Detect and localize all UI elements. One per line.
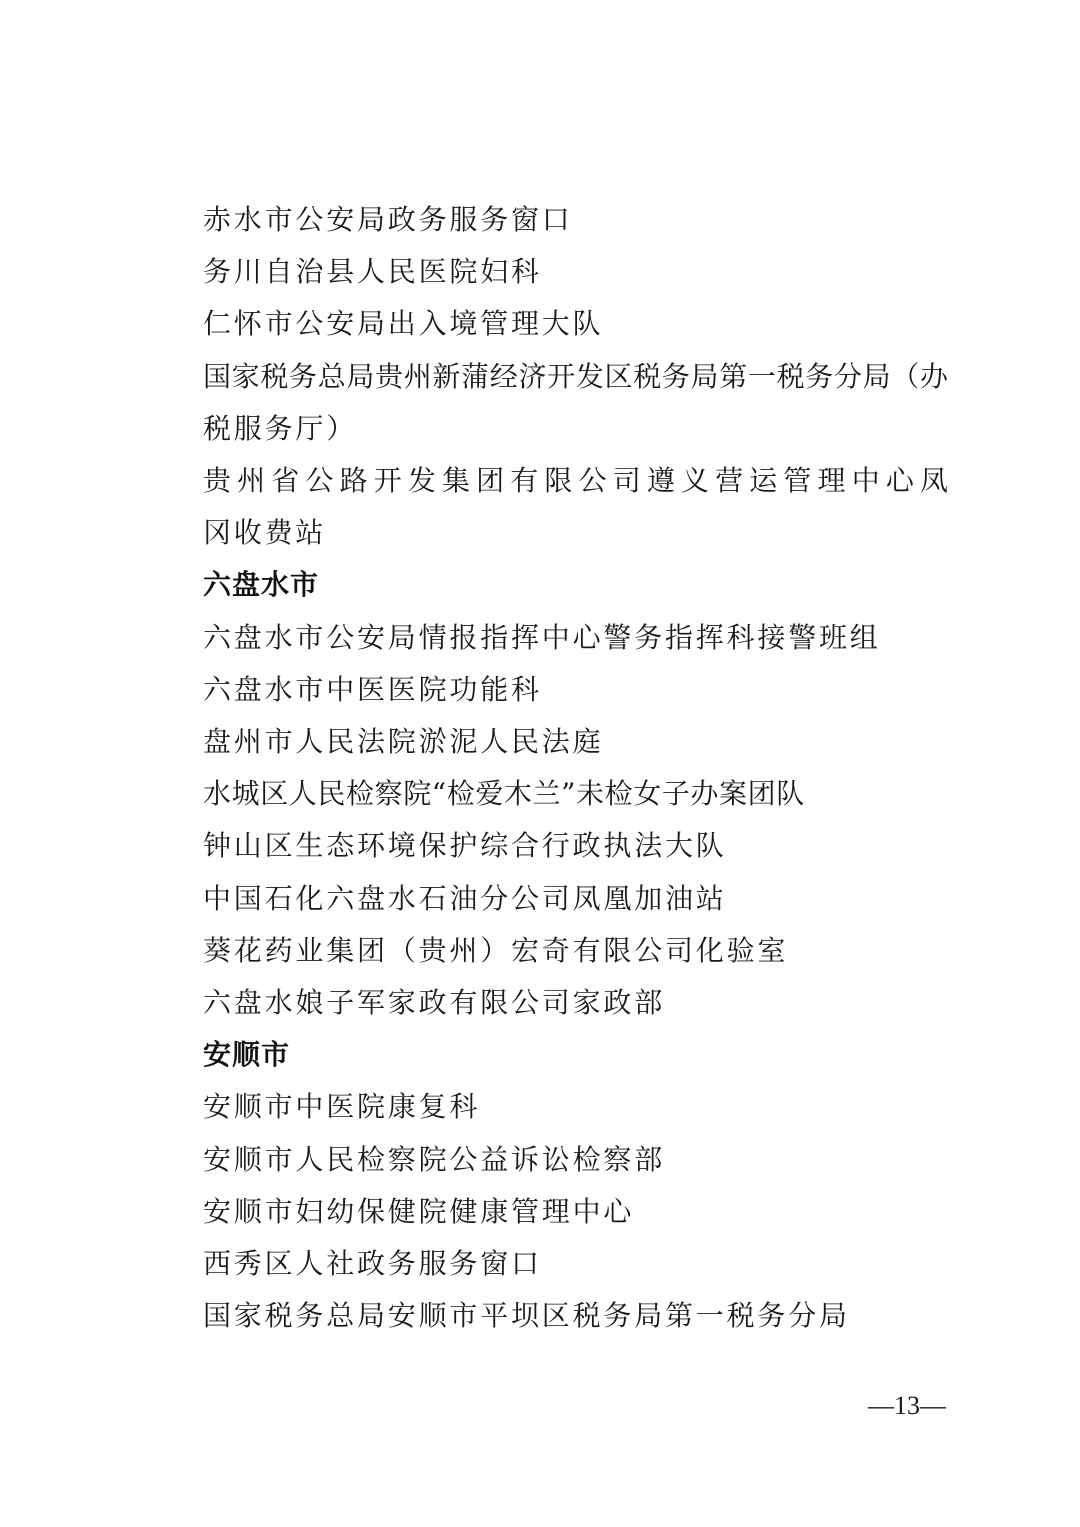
list-item: 仁怀市公安局出入境管理大队	[203, 307, 604, 341]
section-heading: 六盘水市	[203, 568, 320, 602]
list-item-continuation: 冈收费站	[203, 516, 327, 550]
list-item: 安顺市人民检察院公益诉讼检察部	[203, 1142, 666, 1176]
list-item: 钟山区生态环境保护综合行政执法大队	[203, 829, 727, 863]
list-item: 六盘水市中医医院功能科	[203, 672, 542, 706]
list-item: 贵州省公路开发集团有限公司遵义营运管理中心凤	[203, 464, 948, 498]
list-item: 安顺市妇幼保健院健康管理中心	[203, 1194, 635, 1228]
list-item: 国家税务总局安顺市平坝区税务局第一税务分局	[203, 1299, 850, 1333]
list-item: 赤水市公安局政务服务窗口	[203, 203, 573, 236]
list-item: 盘州市人民法院淤泥人民法庭	[203, 725, 604, 759]
list-item: 六盘水娘子军家政有限公司家政部	[203, 986, 666, 1020]
section-heading: 安顺市	[203, 1038, 291, 1072]
page-number: —13—	[868, 1391, 946, 1420]
list-item: 务川自治县人民医院妇科	[203, 255, 542, 289]
list-item-continuation: 税服务厅）	[203, 411, 358, 445]
list-item: 安顺市中医院康复科	[203, 1090, 481, 1124]
list-item: 国家税务总局贵州新蒲经济开发区税务局第一税务分局（办	[203, 359, 948, 393]
list-item: 中国石化六盘水石油分公司凤凰加油站	[203, 881, 727, 915]
list-item: 西秀区人社政务服务窗口	[203, 1247, 542, 1281]
list-item: 葵花药业集团（贵州）宏奇有限公司化验室	[203, 933, 789, 967]
list-item: 水城区人民检察院“检爱木兰”未检女子办案团队	[203, 777, 805, 811]
document-body	[203, 194, 948, 1342]
list-item: 六盘水市公安局情报指挥中心警务指挥科接警班组	[203, 620, 881, 654]
